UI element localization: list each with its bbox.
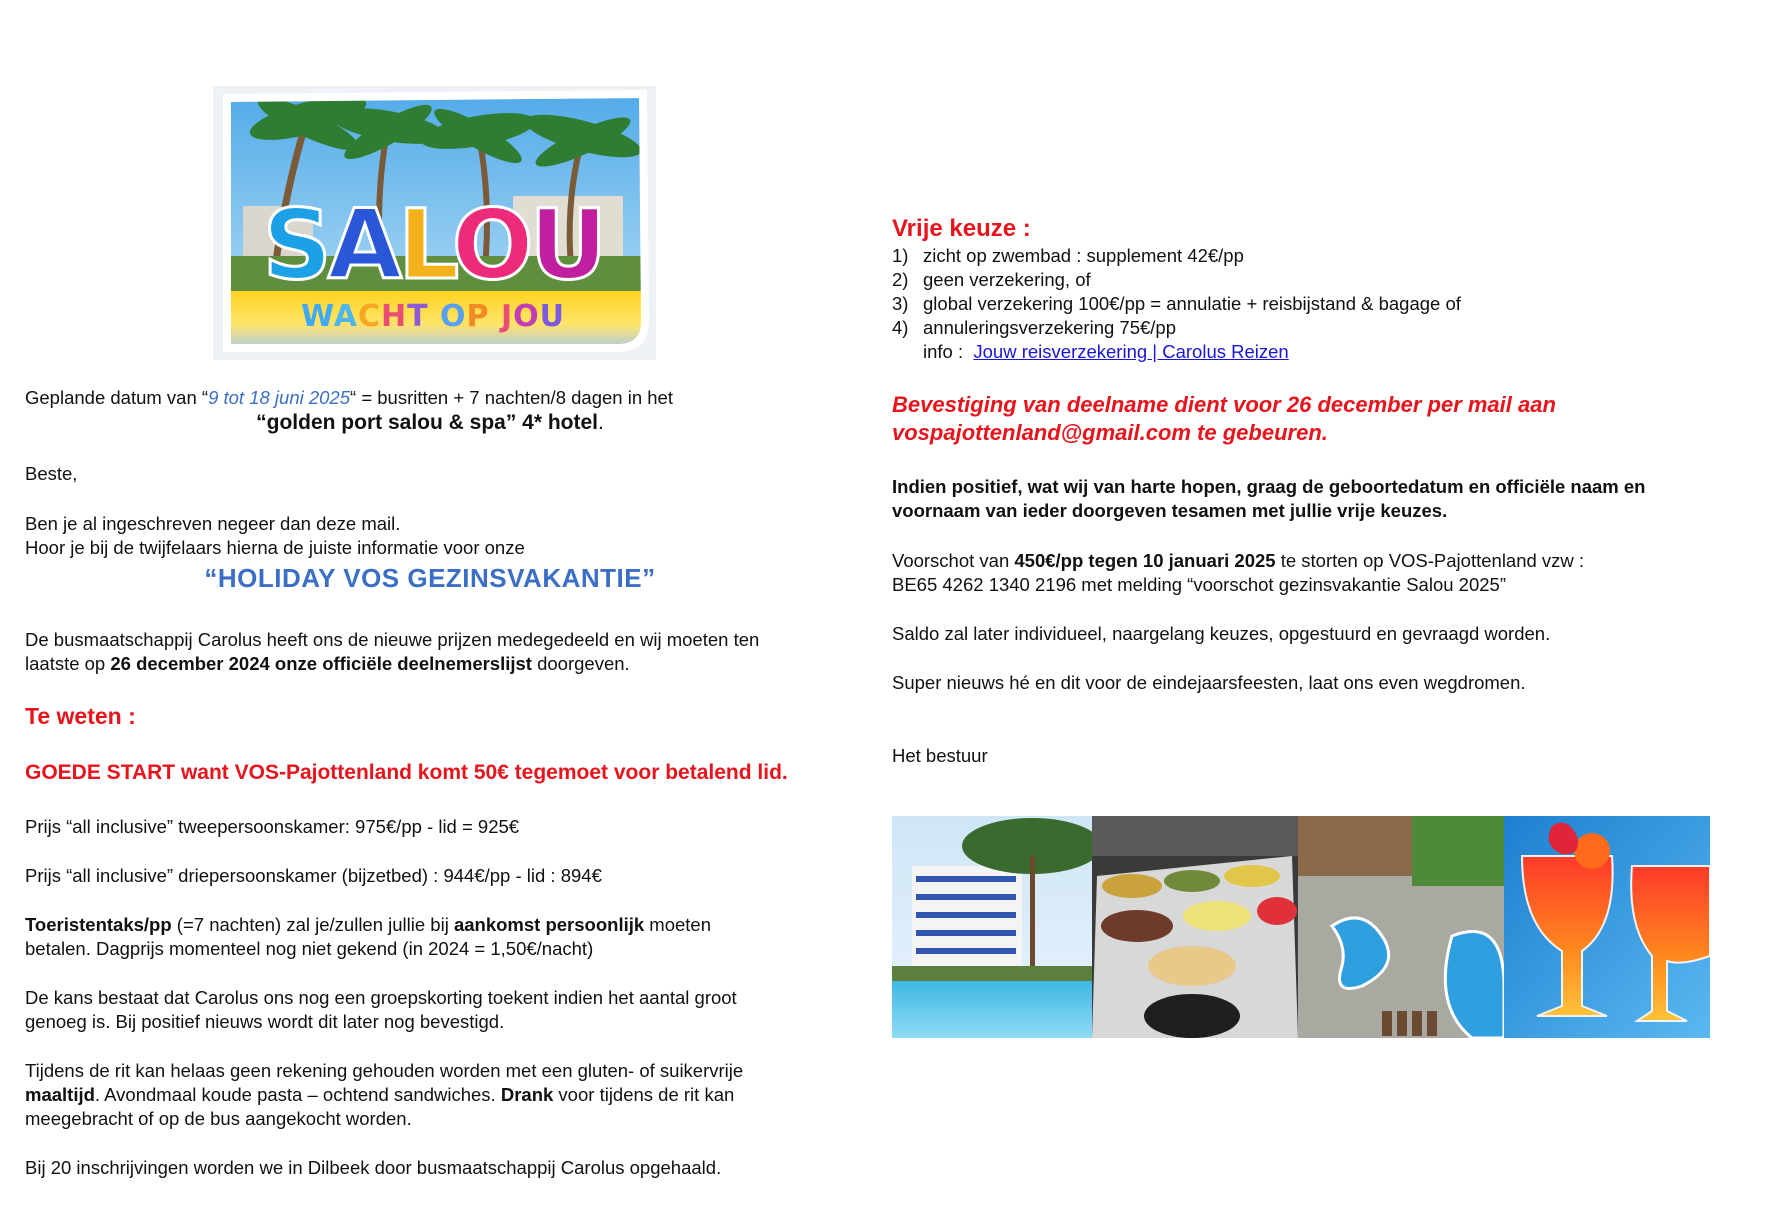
positief-line-2: voornaam van ieder doorgeven tesamen met jullie vrije keuzes. [892, 500, 1448, 521]
dilbeek-line: Bij 20 inschrijvingen worden we in Dilbeek door busmaatschappij Carolus opgehaald. [25, 1157, 722, 1178]
te-weten-heading: Te weten : [25, 703, 136, 729]
rit-drank: Drank [500, 1084, 554, 1105]
date-suffix: “ = busritten + 7 nachten/8 dagen in het [350, 387, 673, 408]
option-number: 4) [892, 317, 909, 338]
bus-text-a: laatste op [25, 653, 111, 674]
date-prefix: Geplande datum van “ [25, 387, 209, 408]
tourist-tax-end: moeten [644, 914, 712, 935]
saldo-line: Saldo zal later individueel, naargelang keuzes, opgestuurd en gevraagd worden. [892, 623, 1551, 644]
option-3 [892, 292, 1461, 316]
signature: Het bestuur [892, 745, 988, 766]
option-number: 1) [892, 245, 909, 266]
rit-text-d: voor tijdens de rit kan [553, 1084, 735, 1105]
positief-line-1: Indien positief, wat wij van harte hopen, graag de geboortedatum en officiële naam en [892, 476, 1646, 497]
date-line [25, 386, 673, 410]
hotel-building-photo [892, 816, 1102, 1038]
logo-tagline: WACHT OP JOU [300, 299, 566, 334]
voorschot-amount: 450€/pp tegen 10 januari 2025 [1014, 550, 1276, 571]
option-2 [892, 268, 1091, 292]
tourist-tax-text: (=7 nachten) zal je/zullen jullie bij [171, 914, 454, 935]
holiday-title: “HOLIDAY VOS GEZINSVAKANTIE” [204, 563, 656, 593]
bus-line-2 [25, 652, 630, 676]
kans-line-1: De kans bestaat dat Carolus ons nog een groepskorting toekent indien het aantal groot [25, 987, 737, 1008]
option-1 [892, 244, 1244, 268]
vrije-keuze-heading: Vrije keuze : [892, 215, 1031, 242]
bus-text-c: doorgeven. [531, 653, 630, 674]
carolus-insurance-link[interactable]: Jouw reisverzekering | Carolus Reizen [973, 341, 1289, 362]
info-label: info : [923, 341, 974, 362]
option-4 [892, 316, 1176, 340]
super-nieuws-line: Super nieuws hé en dit voor de eindejaarsfeesten, laat ons even wegdromen. [892, 672, 1526, 693]
salou-logo [213, 86, 656, 360]
tourist-tax-label: Toeristentaks/pp [25, 914, 172, 935]
rit-maaltijd: maaltijd [25, 1084, 95, 1105]
aerial-pool-photo [1298, 816, 1504, 1038]
hotel-photo-strip [892, 816, 1710, 1038]
rit-line-2 [25, 1083, 734, 1107]
salou-word: SALOU [262, 189, 604, 301]
bus-deadline: 26 december 2024 onze officiële deelnemerslijst [110, 653, 532, 674]
option-text: global verzekering 100€/pp = annulatie + reisbijstand & bagage of [923, 293, 1461, 314]
tourist-tax-line-2: betalen. Dagprijs momenteel nog niet gekend (in 2024 = 1,50€/nacht) [25, 938, 594, 959]
tourist-tax-bold: aankomst persoonlijk [453, 914, 645, 935]
rit-text-b: . Avondmaal koude pasta – ochtend sandwiches. [94, 1084, 501, 1105]
bevestiging-line-2: vospajottenland@gmail.com te gebeuren. [892, 420, 1328, 445]
hotel-period: . [598, 411, 604, 434]
buffet-photo [1092, 816, 1298, 1038]
voorschot-text-a: Voorschot van [892, 550, 1015, 571]
goede-start: GOEDE START want VOS-Pajottenland komt 50€ tegemoet voor betalend lid. [25, 761, 788, 784]
date-value: 9 tot 18 juni 2025 [208, 387, 351, 408]
intro-line-2: Hoor je bij de twijfelaars hierna de juiste informatie voor onze [25, 537, 525, 558]
voorschot-line-1 [892, 549, 1584, 573]
price-double: Prijs “all inclusive” tweepersoonskamer: 975€/pp - lid = 925€ [25, 816, 520, 837]
hotel-name: “golden port salou & spa” 4* hotel [256, 411, 599, 434]
hotel-line [25, 411, 835, 435]
option-text: zicht op zwembad : supplement 42€/pp [923, 245, 1244, 266]
voorschot-line-2: BE65 4262 1340 2196 met melding “voorschot gezinsvakantie Salou 2025” [892, 574, 1506, 595]
option-text: annuleringsverzekering 75€/pp [923, 317, 1177, 338]
option-number: 2) [892, 269, 909, 290]
bevestiging-line-1: Bevestiging van deelname dient voor 26 december per mail aan [892, 392, 1556, 417]
voorschot-text-c: te storten op VOS-Pajottenland vzw : [1275, 550, 1585, 571]
rit-line-3: meegebracht of op de bus aangekocht worden. [25, 1108, 412, 1129]
info-line [923, 340, 1289, 364]
kans-line-2: genoeg is. Bij positief nieuws wordt dit later nog bevestigd. [25, 1011, 505, 1032]
price-triple: Prijs “all inclusive” driepersoonskamer (bijzetbed) : 944€/pp - lid : 894€ [25, 865, 602, 886]
tourist-tax-line-1 [25, 913, 711, 937]
rit-line-1: Tijdens de rit kan helaas geen rekening gehouden worden met een gluten- of suikervrije [25, 1060, 744, 1081]
option-number: 3) [892, 293, 909, 314]
bus-line-1: De busmaatschappij Carolus heeft ons de nieuwe prijzen medegedeeld en wij moeten ten [25, 629, 760, 650]
greeting: Beste, [25, 463, 78, 484]
intro-line-1: Ben je al ingeschreven negeer dan deze mail. [25, 513, 401, 534]
option-text: geen verzekering, of [923, 269, 1091, 290]
cocktail-photo [1504, 816, 1710, 1038]
